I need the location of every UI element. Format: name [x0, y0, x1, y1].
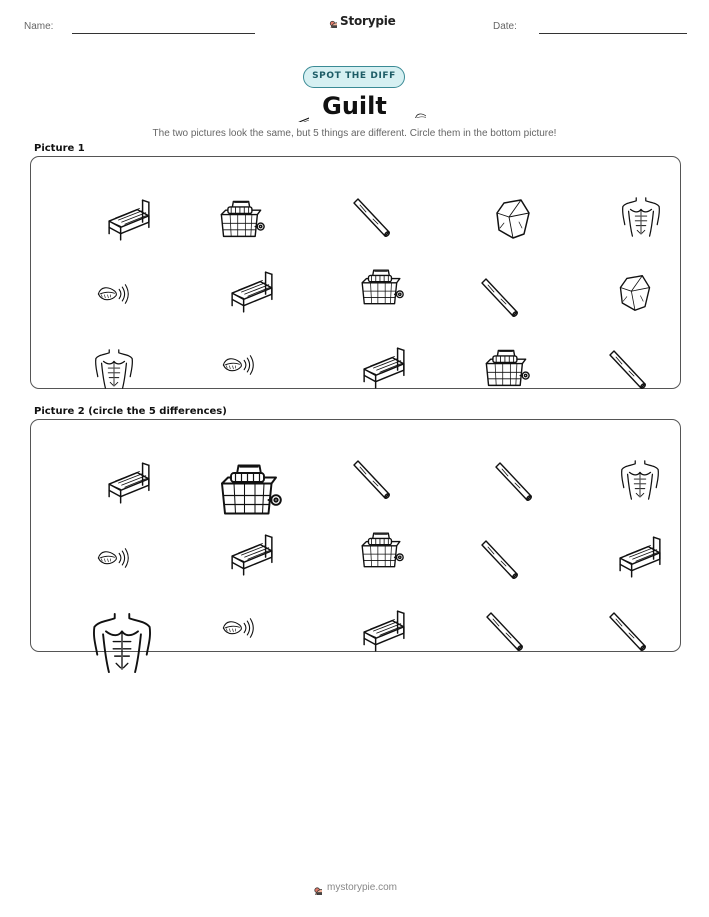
torso-icon [93, 348, 94, 349]
stick-icon[interactable] [477, 538, 478, 539]
basket-icon[interactable] [358, 528, 359, 529]
bed-icon [361, 344, 362, 345]
footer [306, 879, 397, 895]
rock-icon [615, 273, 616, 274]
stick-icon [477, 276, 478, 277]
bed-icon [229, 268, 230, 269]
basket-icon [358, 265, 359, 266]
storypie-bear-icon [322, 13, 337, 28]
stick-icon[interactable] [349, 458, 350, 459]
date-input-line[interactable] [539, 33, 687, 34]
bed-icon[interactable] [617, 533, 618, 534]
mouth-sound-icon[interactable] [221, 611, 222, 612]
bed-icon[interactable] [106, 459, 107, 460]
storypie-bear-icon [306, 879, 322, 895]
mouth-sound-icon [221, 348, 222, 349]
page-title: Guilt [322, 92, 387, 120]
torso-icon [620, 196, 621, 197]
brand-name: Storypie [340, 13, 396, 28]
name-input-line[interactable] [72, 33, 255, 34]
brand-logo [322, 13, 396, 28]
picture-1-title: Picture 1 [34, 143, 85, 154]
basket-icon [217, 196, 218, 197]
mouth-sound-icon[interactable] [96, 541, 97, 542]
date-label: Date: [493, 21, 517, 32]
stick-icon [349, 196, 350, 197]
bed-icon[interactable] [361, 607, 362, 608]
torso-icon[interactable] [90, 611, 91, 612]
footer-site[interactable]: mystorypie.com [327, 881, 398, 893]
instructions: The two pictures look the same, but 5 things are different. Circle them in the bottom picture! [152, 128, 557, 139]
bed-icon [106, 196, 107, 197]
stick-icon[interactable] [491, 460, 492, 461]
mouth-sound-icon [402, 96, 426, 118]
stick-icon[interactable] [482, 610, 483, 611]
stick-icon [605, 348, 606, 349]
spot-the-diff-badge: SPOT THE DIFF [303, 66, 405, 88]
stick-icon[interactable] [605, 610, 606, 611]
rock-icon [491, 197, 492, 198]
mouth-sound-icon [96, 277, 97, 278]
basket-icon [482, 345, 483, 346]
name-label: Name: [24, 21, 54, 32]
bed-icon[interactable] [229, 531, 230, 532]
picture-2-title: Picture 2 (circle the 5 differences) [34, 406, 227, 417]
basket-icon[interactable] [216, 458, 217, 459]
torso-icon[interactable] [619, 459, 620, 460]
